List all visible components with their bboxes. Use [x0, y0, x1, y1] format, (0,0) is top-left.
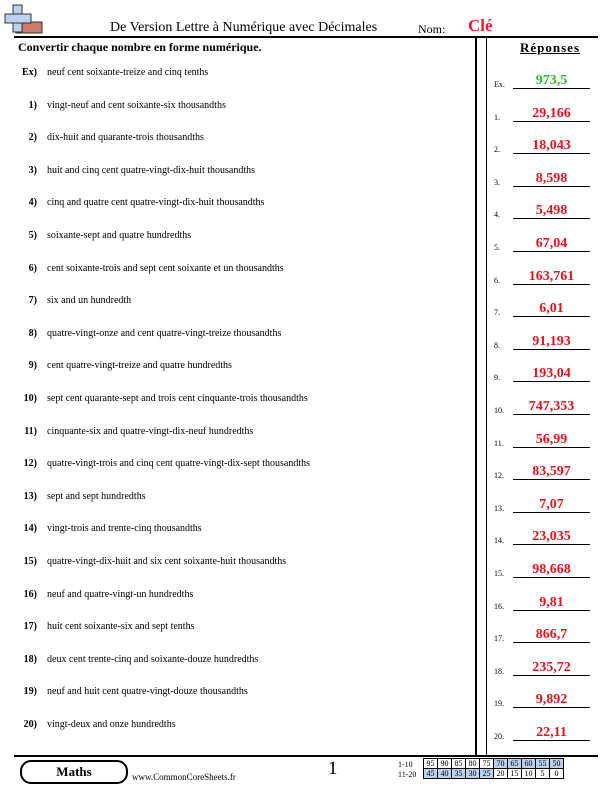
- question-number: 10): [23, 393, 37, 404]
- answer-value: 6,01: [539, 301, 564, 317]
- question-text: vingt-trois and trente-cinq thousandths: [47, 523, 202, 535]
- answer-item: [494, 265, 604, 285]
- question-text: vingt-deux and onze hundredths: [47, 719, 176, 730]
- question-number: 16): [23, 588, 37, 600]
- score-row-labels: [398, 760, 416, 780]
- question-number: 3): [28, 164, 37, 176]
- question-text: dix-huit and quarante-trois thousandths: [47, 132, 204, 144]
- score-cell: 40: [438, 769, 452, 779]
- question-item: [0, 393, 470, 413]
- question-number: 9): [28, 360, 37, 372]
- question-text: huit and cinq cent quatre-vingt-dix-huit thousandths: [47, 164, 256, 176]
- score-row-label: 11-20: [398, 770, 417, 779]
- question-item: [0, 230, 470, 250]
- answer-value: 7,07: [539, 496, 564, 512]
- answer-item: [494, 623, 604, 643]
- answer-number: 20.: [494, 732, 504, 741]
- score-cell: 5: [536, 769, 550, 779]
- score-cell: 30: [466, 769, 480, 779]
- score-cell: 65: [508, 759, 522, 769]
- answer-item: [494, 656, 604, 676]
- answer-value: 973,5: [535, 73, 568, 88]
- example-answer: [494, 69, 604, 89]
- score-row: [424, 759, 564, 769]
- logo-plus-icon: [4, 4, 54, 38]
- question-text: six and un hundredth: [47, 295, 132, 307]
- answer-item: [494, 199, 604, 219]
- question-item: [0, 556, 470, 576]
- answer-number: 2.: [494, 145, 500, 155]
- footer-rule: [14, 755, 598, 757]
- question-number: 6): [28, 262, 37, 274]
- score-row: [424, 769, 564, 779]
- question-text: neuf and quatre-vingt-un hundredths: [47, 588, 194, 600]
- answers-title: Réponses: [520, 40, 581, 55]
- answer-value: 91,193: [532, 333, 571, 349]
- question-text: neuf cent soixante-treize and cinq tenths: [47, 67, 209, 78]
- question-text: vingt-neuf and cent soixante-six thousandths: [47, 99, 226, 111]
- question-item: [0, 132, 470, 152]
- answer-value: 5,498: [535, 203, 568, 219]
- question-item: [0, 165, 470, 185]
- answer-number: 15.: [494, 569, 504, 578]
- answer-item: [494, 167, 604, 187]
- question-item: [0, 621, 470, 641]
- question-number: 17): [23, 621, 37, 633]
- answer-number: 1.: [494, 112, 500, 122]
- question-item: [0, 654, 470, 674]
- question-number: 19): [23, 686, 37, 698]
- question-item: [0, 100, 470, 120]
- answer-item: [494, 525, 604, 545]
- subject-badge: Maths: [20, 760, 128, 784]
- question-text: cent soixante-trois and sept cent soixante et un thousandths: [47, 262, 284, 274]
- question-text: soixante-sept and quatre hundredths: [47, 230, 192, 241]
- answer-item: [494, 102, 604, 122]
- question-number: 8): [28, 327, 37, 339]
- answer-value: 866,7: [535, 627, 568, 643]
- answer-value: 235,72: [532, 659, 571, 675]
- question-text: quatre-vingt-trois and cinq cent quatre-vingt-dix-sept thousandths: [47, 458, 310, 470]
- question-item: [0, 360, 470, 380]
- score-cell: 25: [480, 769, 494, 779]
- question-number: 5): [28, 230, 37, 241]
- answer-item: [494, 362, 604, 382]
- answer-item: [494, 330, 604, 350]
- answer-number: 6.: [494, 275, 500, 285]
- question-number: 4): [28, 197, 37, 209]
- name-value: Clé: [468, 16, 493, 35]
- score-cell: 90: [438, 759, 452, 769]
- answer-number: 14.: [494, 536, 504, 546]
- answer-number: 5.: [494, 243, 500, 252]
- answer-value: 56,99: [535, 431, 568, 447]
- score-cell: 95: [424, 759, 438, 769]
- answer-number: 4.: [494, 210, 500, 220]
- score-cell: 60: [522, 759, 536, 769]
- answer-value: 67,04: [535, 236, 568, 251]
- answer-number: 3.: [494, 177, 500, 187]
- instructions: Convertir chaque nombre en forme numérique.: [18, 40, 262, 54]
- answer-number: 12.: [494, 471, 504, 481]
- column-divider: [475, 37, 477, 755]
- answer-value: 163,761: [528, 268, 575, 284]
- answer-value: 83,597: [532, 464, 571, 480]
- answer-item: [494, 591, 604, 611]
- question-text: neuf and huit cent quatre-vingt-douze thousandths: [47, 686, 248, 698]
- answer-number: 11.: [494, 438, 504, 448]
- answer-item: [494, 721, 604, 741]
- header-rule: [14, 36, 598, 38]
- site-url: www.CommonCoreSheets.fr: [132, 772, 236, 782]
- question-text: sept and sept hundredths: [47, 490, 146, 502]
- answer-item: [494, 395, 604, 415]
- question-item: [0, 197, 470, 217]
- name-label: Nom:: [418, 22, 446, 36]
- answer-item: [494, 460, 604, 480]
- question-number: 7): [28, 295, 37, 307]
- score-cell: 50: [550, 759, 564, 769]
- column-divider-thin: [486, 37, 487, 755]
- score-cell: 85: [452, 759, 466, 769]
- example-question: [0, 67, 470, 87]
- answer-value: 9,892: [535, 692, 568, 708]
- answer-number: 16.: [494, 601, 504, 611]
- page-title: De Version Lettre à Numérique avec Décimales: [110, 20, 378, 35]
- question-number: 20): [23, 719, 37, 730]
- score-cell: 70: [494, 759, 508, 769]
- answer-item: [494, 428, 604, 448]
- answer-item: [494, 493, 604, 513]
- answer-number: Ex.: [494, 80, 505, 89]
- answer-value: 23,035: [532, 529, 571, 545]
- question-text: quatre-vingt-onze and cent quatre-vingt-treize thousandths: [47, 327, 282, 339]
- answer-number: 13.: [494, 503, 504, 513]
- question-item: [0, 589, 470, 609]
- question-text: cent quatre-vingt-treize and quatre hundredths: [47, 360, 232, 372]
- answer-item: [494, 558, 604, 578]
- score-cell: 55: [536, 759, 550, 769]
- question-number: 11): [24, 425, 37, 437]
- answer-number: 17.: [494, 634, 504, 644]
- answer-value: 22,11: [536, 725, 567, 740]
- answer-number: 10.: [494, 406, 504, 415]
- answer-item: [494, 688, 604, 708]
- question-number: 14): [23, 523, 37, 535]
- answer-item: [494, 232, 604, 252]
- answer-value: 193,04: [532, 366, 571, 382]
- answer-value: 9,81: [539, 594, 564, 610]
- answer-number: 19.: [494, 699, 504, 709]
- answer-value: 8,598: [535, 170, 568, 186]
- score-cell: 35: [452, 769, 466, 779]
- question-item: [0, 458, 470, 478]
- score-row-label: 1-10: [398, 760, 413, 769]
- score-cell: 10: [522, 769, 536, 779]
- question-item: [0, 295, 470, 315]
- score-table: [423, 758, 564, 779]
- question-number: Ex): [22, 67, 37, 78]
- question-item: [0, 719, 470, 739]
- answer-value: 98,668: [532, 562, 571, 577]
- question-item: [0, 263, 470, 283]
- question-item: [0, 686, 470, 706]
- question-text: cinquante-six and quatre-vingt-dix-neuf hundredths: [47, 425, 254, 437]
- question-number: 18): [23, 653, 37, 665]
- question-number: 2): [28, 132, 37, 144]
- question-item: [0, 426, 470, 446]
- score-cell: 0: [550, 769, 564, 779]
- score-cell: 45: [424, 769, 438, 779]
- question-number: 15): [23, 556, 37, 567]
- answer-item: [494, 297, 604, 317]
- answer-value: 18,043: [532, 138, 571, 154]
- question-text: cinq and quatre cent quatre-vingt-dix-huit thousandths: [47, 197, 265, 209]
- answer-number: 8.: [494, 340, 500, 350]
- question-item: [0, 523, 470, 543]
- question-text: sept cent quarante-sept and trois cent cinquante-trois thousandths: [47, 393, 308, 404]
- score-cell: 15: [508, 769, 522, 779]
- answer-number: 18.: [494, 666, 504, 676]
- answer-number: 9.: [494, 373, 500, 383]
- question-number: 13): [23, 490, 37, 502]
- score-cell: 20: [494, 769, 508, 779]
- question-text: huit cent soixante-six and sept tenths: [47, 621, 195, 633]
- page-number: 1: [328, 758, 338, 779]
- question-item: [0, 328, 470, 348]
- question-number: 1): [28, 99, 37, 111]
- answer-item: [494, 134, 604, 154]
- question-text: deux cent trente-cinq and soixante-douze hundredths: [47, 653, 259, 665]
- score-cell: 75: [480, 759, 494, 769]
- answer-value: 29,166: [532, 105, 571, 121]
- score-cell: 80: [466, 759, 480, 769]
- answer-value: 747,353: [528, 399, 575, 414]
- answer-number: 7.: [494, 308, 500, 318]
- question-item: [0, 491, 470, 511]
- question-text: quatre-vingt-dix-huit and six cent soixante-huit thousandths: [47, 556, 287, 567]
- question-number: 12): [23, 458, 37, 470]
